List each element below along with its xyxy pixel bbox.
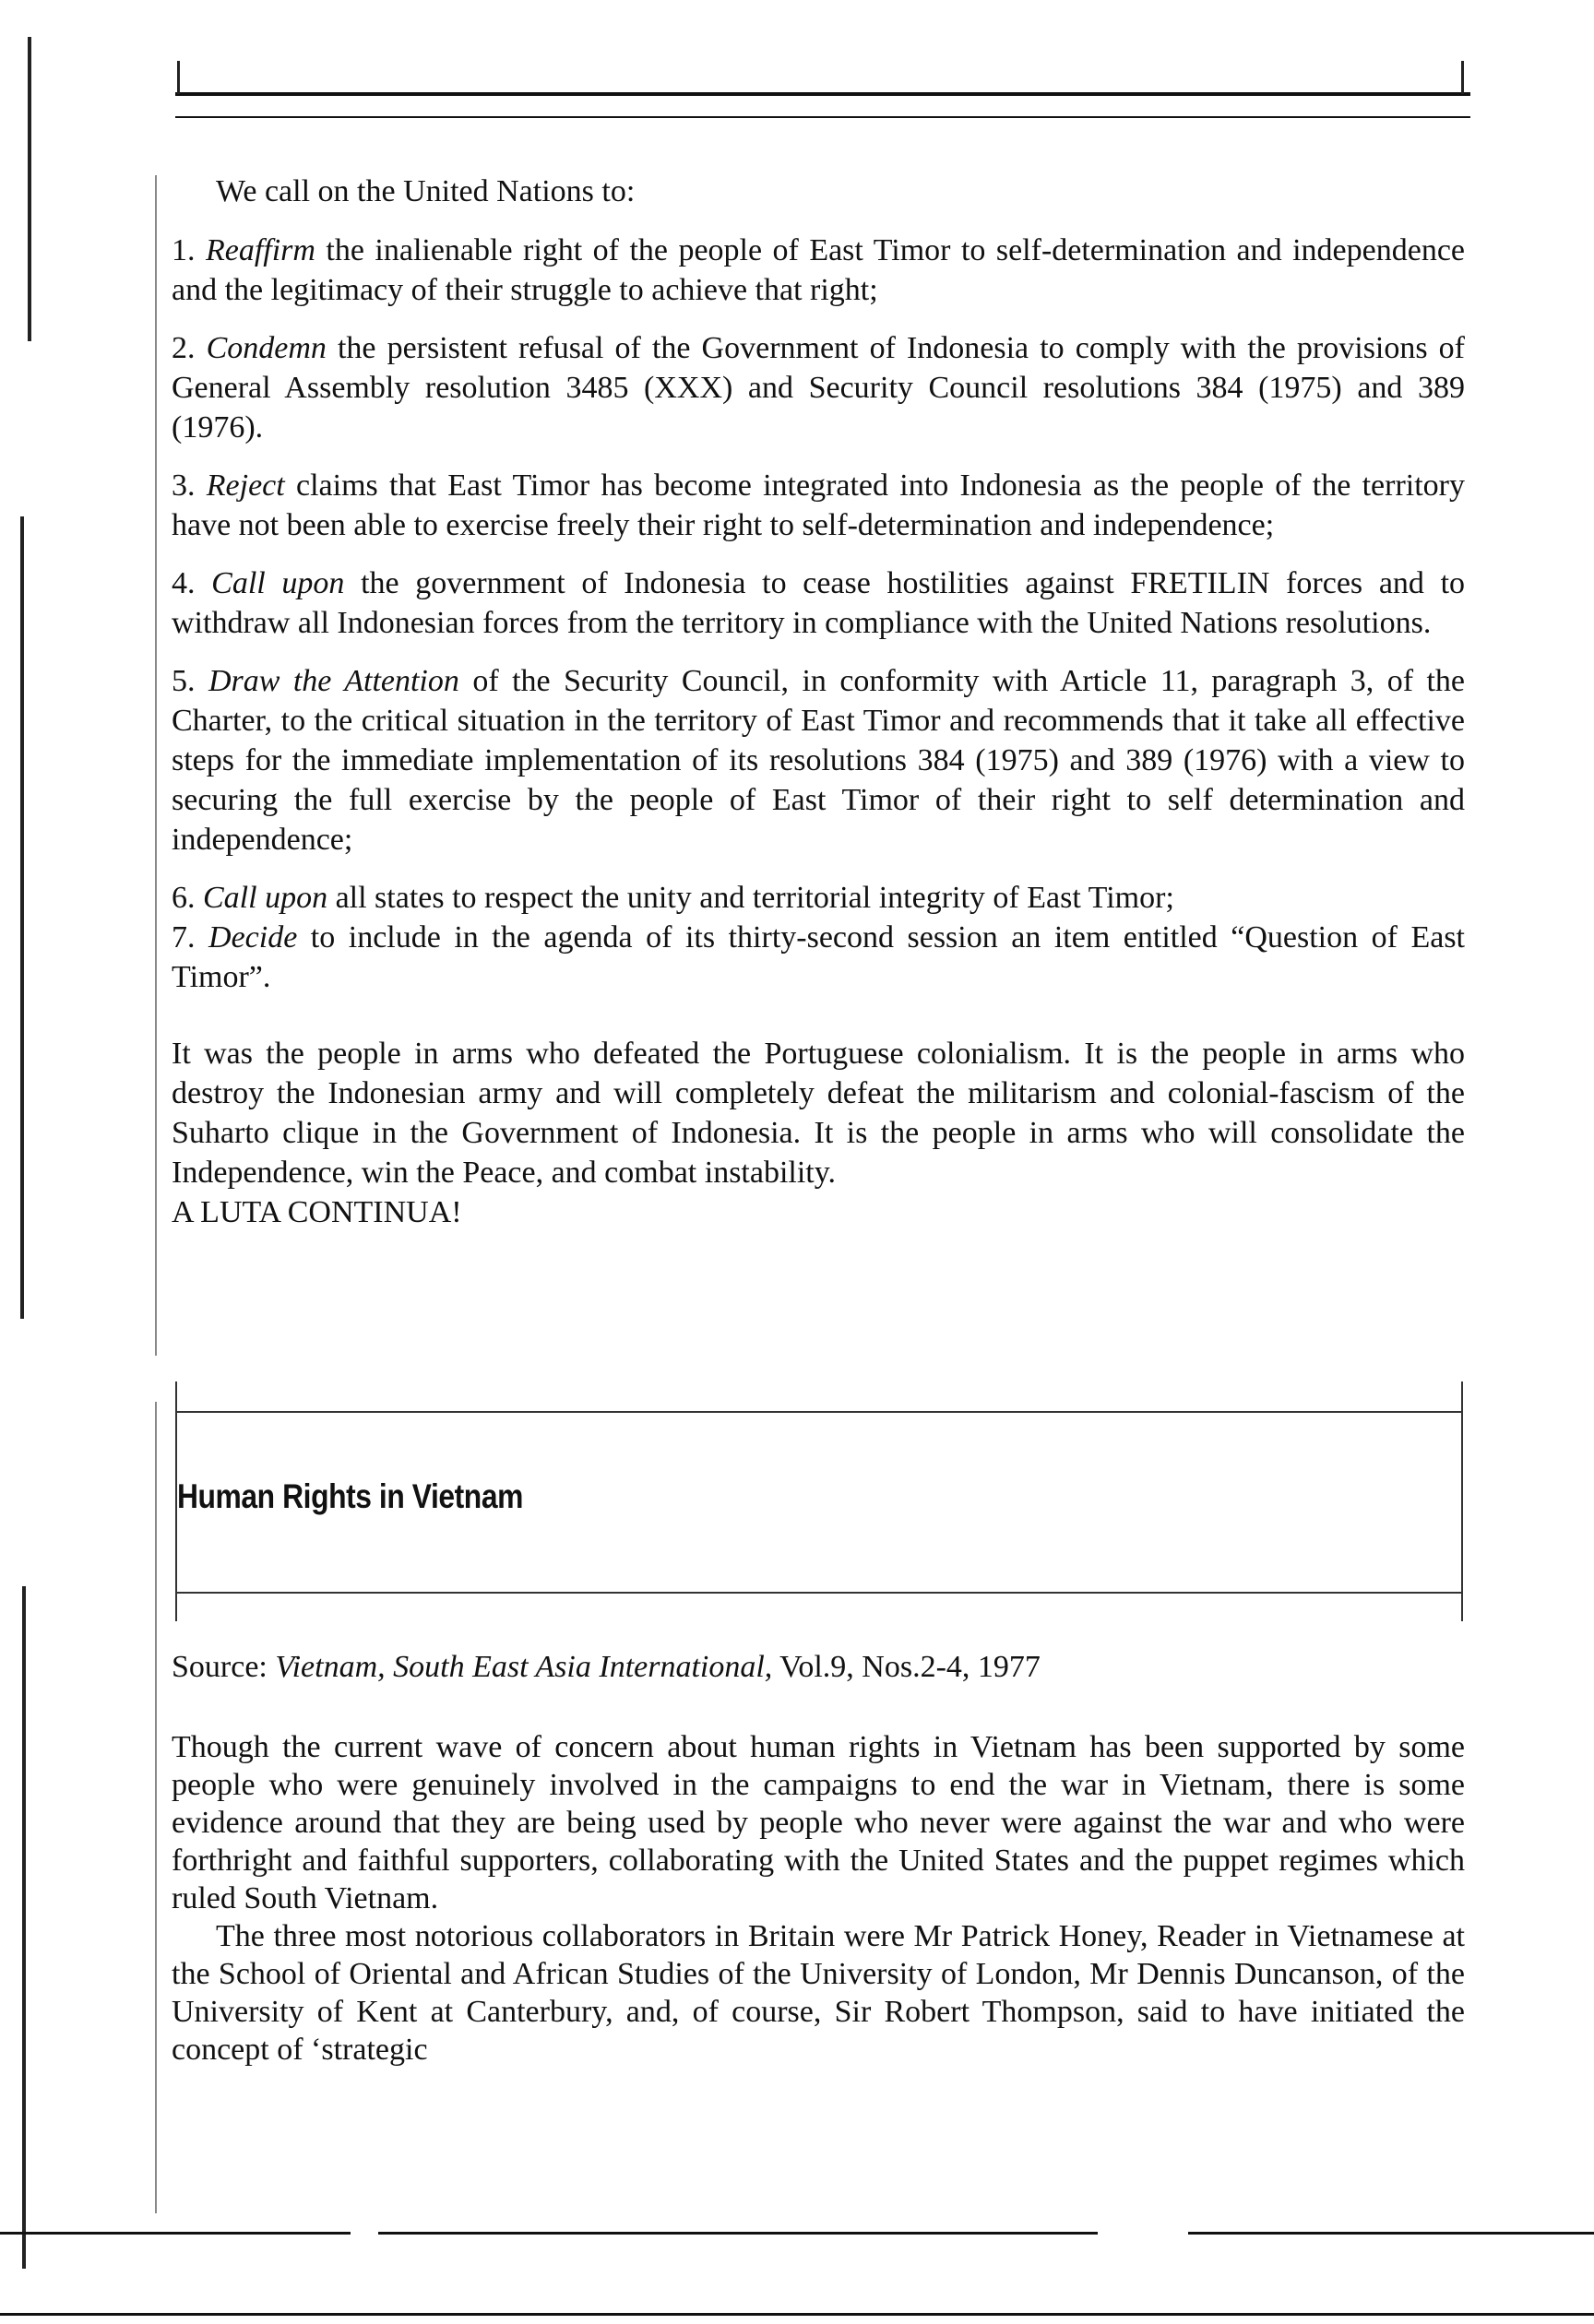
resolution-item: 4. Call upon the government of Indonesia to cease hostilities against FRETILIN forces and to withdraw all Indonesian forces from the territory in compliance with the United Nations resolutions. [172, 566, 1466, 640]
body-paragraph: Though the current wave of concern about human rights in Vietnam has been supported by some people who were genuinely involved in the campaigns to end the war in Vietnam, there is some evidence around that they are being used by people who never were against the war and who were forthright and faithful supporters, collaborating with the United States and the puppet regimes which ruled South Vietnam. [172, 1730, 1465, 1915]
resolution-item: 1. Reaffirm the inalienable right of the people of East Timor to self-determination and independence and the legitimacy of their struggle to achieve that right; [172, 233, 1465, 307]
section-heading: Human Rights in Vietnam [177, 1477, 523, 1515]
slogan: A LUTA CONTINUA! [172, 1195, 462, 1229]
margin-mark [155, 175, 157, 1356]
resolution-item: 5. Draw the Attention of the Security Council, in conformity with Article 11, paragraph 3, of the Charter, to the critical situation in the territory of East Timor and recommends that it take all effective steps for the immediate implementation of its resolutions 384 (1975) and 389 (1976) with a view to securing the full exercise by the people of East Timor of their right to self determination and independence; [172, 664, 1466, 857]
margin-mark [22, 1586, 26, 2269]
top-rule-lower [175, 116, 1470, 118]
resolution-item: 2. Condemn the persistent refusal of the Government of Indonesia to comply with the provisions of General Assembly resolution 3485 (XXX) and Security Council resolutions 384 (1975) and 389 (1976). [172, 331, 1466, 445]
bottom-rule [0, 2232, 351, 2235]
article-body [172, 1728, 1465, 2069]
box-bottom-rule [177, 1592, 1461, 1594]
margin-mark [155, 1402, 157, 2213]
top-rule-upper [175, 92, 1470, 96]
margin-mark [28, 37, 31, 341]
bottom-edge-rule [0, 2313, 1594, 2316]
body-paragraph: The three most notorious collaborators in Britain were Mr Patrick Honey, Reader in Vietnamese at the School of Oriental and African Studies of the University of London, Mr Dennis Duncanson, of the University of Kent at Canterbury, and, of course, Sir Robert Thompson, said to have initiated the concept of ‘strategic [172, 1919, 1465, 2067]
bottom-rule [378, 2232, 1098, 2235]
margin-mark [20, 516, 24, 1319]
resolution-item: 7. Decide to include in the agenda of its thirty-second session an item entitled “Question of East Timor”. [172, 920, 1465, 994]
top-rule-left-tick [177, 61, 180, 94]
closing-paragraph: It was the people in arms who defeated the Portuguese colonialism. It is the people in arms who destroy the Indonesian army and will completely defeat the militarism and colonial-fascism of the Suharto clique in the Government of Indonesia. It is the people in arms who will consolidate the Independence, win the Peace, and combat instability. [172, 1037, 1465, 1190]
top-rule-right-tick [1461, 61, 1464, 94]
intro-line: We call on the United Nations to: [216, 174, 636, 208]
resolution-item: 6. Call upon all states to respect the unity and territorial integrity of East Timor; [172, 881, 1174, 915]
source-line: Source: Vietnam, South East Asia International, Vol.9, Nos.2-4, 1977 [172, 1650, 1041, 1684]
resolutions-list [172, 231, 1465, 1232]
bottom-rule [1188, 2232, 1594, 2235]
box-top-rule [177, 1411, 1461, 1413]
resolution-item: 3. Reject claims that East Timor has become integrated into Indonesia as the people of the territory have not been able to exercise freely their right to self-determination and independence; [172, 468, 1465, 542]
section-heading-box [175, 1381, 1463, 1621]
